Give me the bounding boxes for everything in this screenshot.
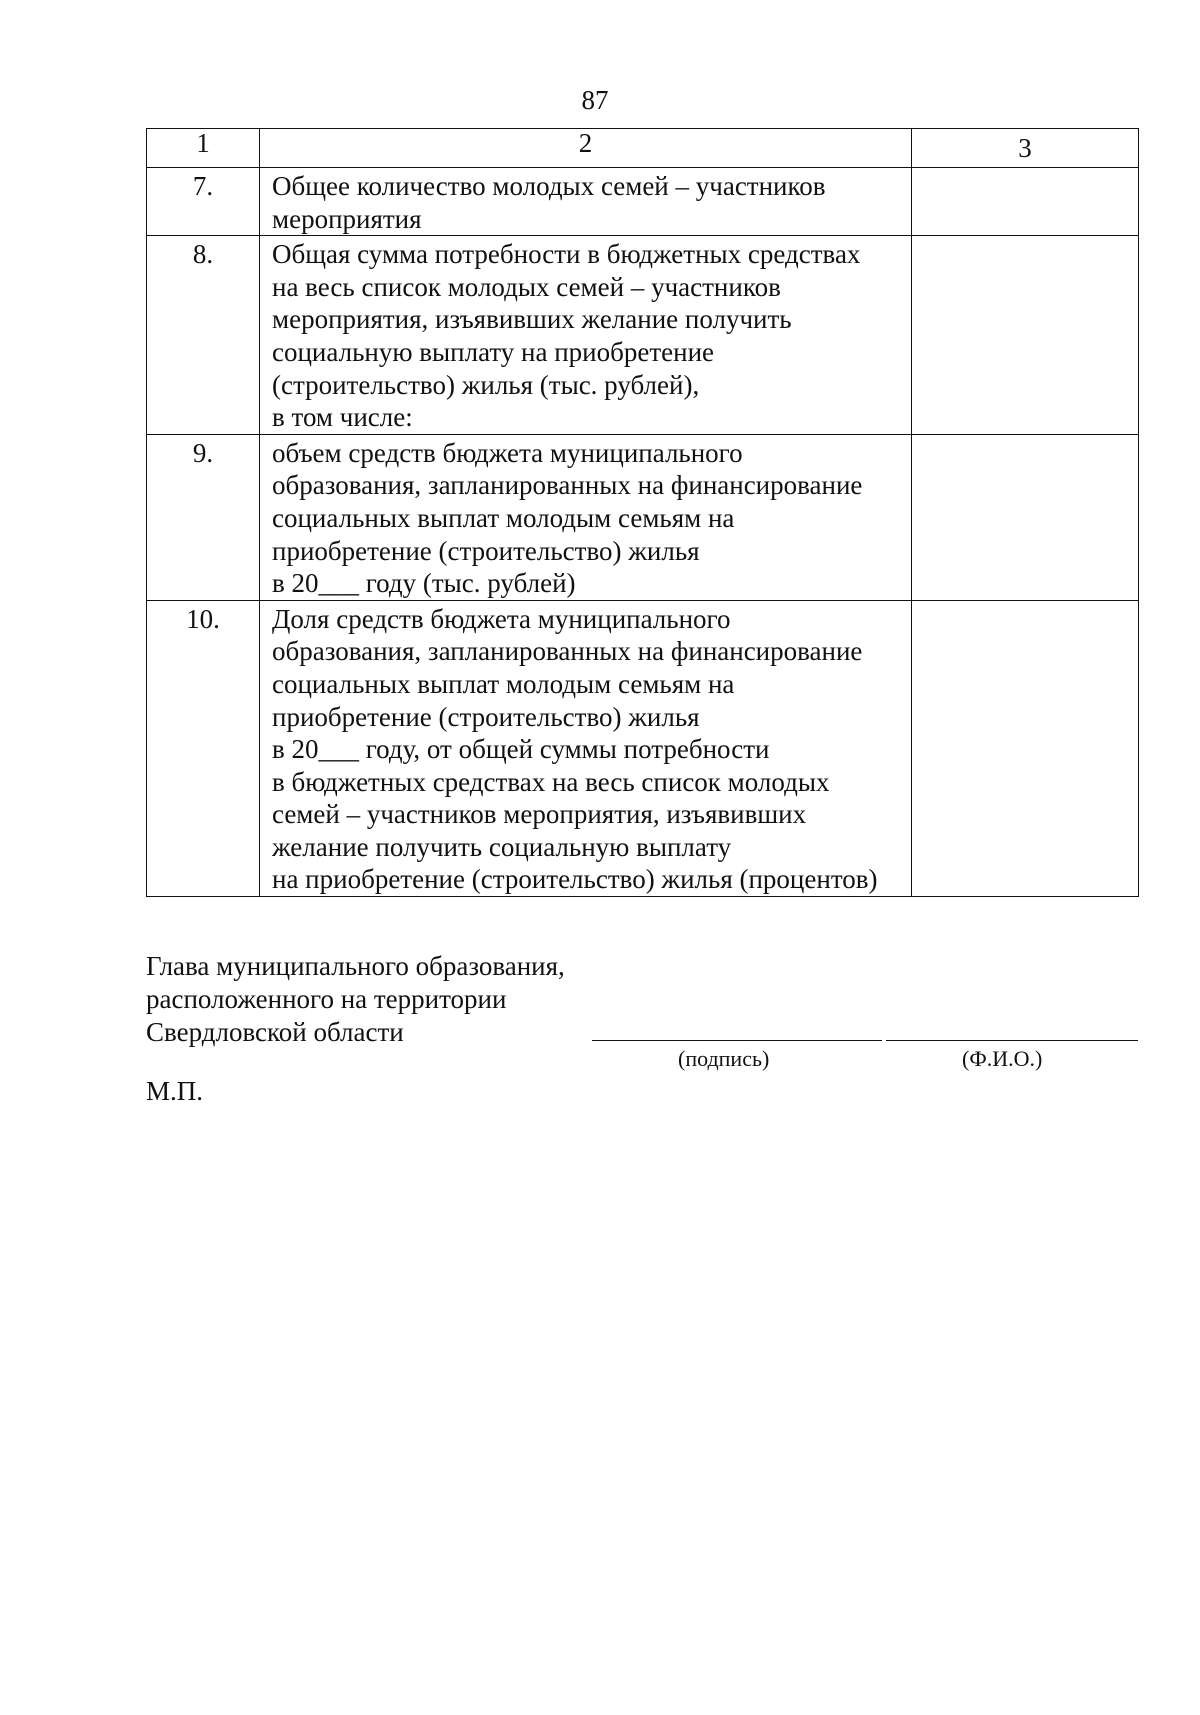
description-line: социальную выплату на приобретение: [272, 336, 715, 367]
description-line: мероприятия: [272, 203, 422, 234]
signature-underline: [592, 1040, 882, 1041]
description-line: Общая сумма потребности в бюджетных средствах: [272, 239, 861, 270]
row-value[interactable]: [912, 434, 1139, 600]
table-row: [147, 600, 1139, 896]
row-value[interactable]: [912, 168, 1139, 236]
description-line: в бюджетных средствах на весь список молодых: [272, 766, 830, 797]
description-line: социальных выплат молодым семьям на: [272, 668, 735, 699]
column-header-2: 2: [260, 129, 912, 168]
row-description: [260, 600, 912, 896]
stamp-label: М.П.: [146, 1076, 204, 1106]
table-header-row: [147, 129, 1139, 168]
description-line: приобретение (строительство) жилья: [272, 535, 700, 566]
description-line: социальных выплат молодым семьям на: [272, 502, 735, 533]
row-number: 10.: [147, 600, 260, 896]
description-line: на приобретение (строительство) жилья (процентов): [272, 864, 878, 895]
signature-caption: (подпись): [678, 1046, 770, 1071]
table-row: [147, 168, 1139, 236]
description-line: приобретение (строительство) жилья: [272, 701, 700, 732]
description-line: в 20___ году, от общей суммы потребности: [272, 734, 770, 765]
description-line: Общее количество молодых семей – участников: [272, 171, 826, 201]
description-line: желание получить социальную выплату: [272, 831, 732, 862]
row-number: 8.: [147, 236, 260, 435]
table-row: [147, 236, 1139, 435]
description-line: в 20___ году (тыс. рублей): [272, 568, 576, 599]
name-caption: (Ф.И.О.): [962, 1046, 1043, 1071]
description-line: семей – участников мероприятия, изъявивших: [272, 799, 807, 830]
description-line: Доля средств бюджета муниципального: [272, 603, 731, 634]
row-number: 7.: [147, 168, 260, 236]
description-line: мероприятия, изъявивших желание получить: [272, 304, 792, 335]
description-line: на весь список молодых семей – участников: [272, 271, 781, 302]
description-line: (строительство) жилья (тыс. рублей),: [272, 369, 700, 400]
row-description: [260, 236, 912, 435]
table-body: [147, 168, 1139, 897]
page-number: 87: [581, 85, 609, 115]
row-value[interactable]: [912, 236, 1139, 435]
description-line: образования, запланированных на финансирование: [272, 470, 863, 501]
column-header-1: 1: [147, 129, 260, 168]
description-line: образования, запланированных на финансирование: [272, 636, 863, 667]
row-value[interactable]: [912, 600, 1139, 896]
description-line: в том числе:: [272, 402, 413, 433]
row-description: [260, 434, 912, 600]
row-description: [260, 168, 912, 236]
name-underline: [886, 1040, 1138, 1041]
signature-block: [146, 950, 565, 1049]
column-header-3: 3: [912, 129, 1139, 168]
signature-title-line: Свердловской области: [146, 1017, 404, 1047]
signature-title-line: расположенного на территории: [146, 984, 507, 1014]
table-row: [147, 434, 1139, 600]
signature-title-line: Глава муниципального образования,: [146, 951, 565, 981]
form-table: [146, 128, 1139, 897]
description-line: объем средств бюджета муниципального: [272, 437, 743, 468]
row-number: 9.: [147, 434, 260, 600]
